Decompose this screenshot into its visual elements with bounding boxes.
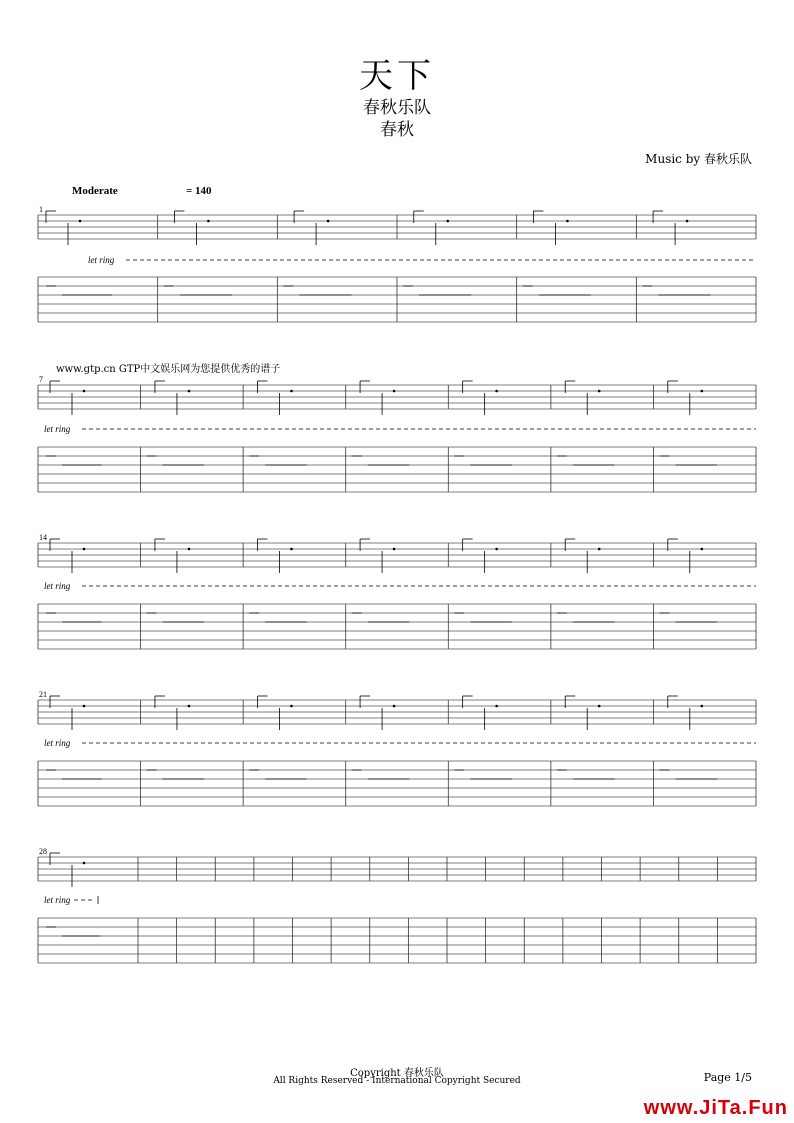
note-dot (83, 390, 86, 393)
music-credit: Music by 春秋乐队 (645, 152, 752, 166)
source-note: www.gtp.cn GTP中文娱乐网为您提供优秀的谱子 (56, 364, 281, 375)
note-dot (393, 548, 396, 551)
measure-number: 14 (39, 533, 47, 542)
note-dot (83, 705, 86, 708)
measure-number: 21 (39, 690, 47, 699)
measure-number: 1 (39, 205, 43, 214)
note-dot (495, 705, 498, 708)
note-dot (188, 705, 191, 708)
page-number: Page 1/5 (703, 1071, 752, 1084)
let-ring-label: let ring (44, 424, 71, 434)
note-dot (393, 705, 396, 708)
note-dot (83, 862, 86, 865)
copyright-line-2: All Rights Reserved - International Copyright Secured (273, 1076, 521, 1086)
song-album: 春秋 (380, 120, 414, 140)
note-dot (495, 390, 498, 393)
site-watermark: www.JiTa.Fun (643, 1097, 788, 1119)
note-dot (566, 220, 569, 223)
note-dot (188, 390, 191, 393)
song-title: 天下 (359, 56, 435, 96)
tempo-value: = 140 (186, 185, 212, 197)
let-ring-label: let ring (44, 895, 71, 905)
note-dot (446, 220, 449, 223)
note-dot (700, 548, 703, 551)
let-ring-label: let ring (88, 255, 115, 265)
measure-number: 7 (39, 375, 43, 384)
note-dot (393, 390, 396, 393)
note-dot (686, 220, 689, 223)
note-dot (327, 220, 330, 223)
note-dot (700, 705, 703, 708)
note-dot (598, 548, 601, 551)
note-dot (188, 548, 191, 551)
note-dot (290, 390, 293, 393)
tempo-label: Moderate (72, 185, 118, 197)
song-artist: 春秋乐队 (363, 98, 431, 118)
note-dot (598, 390, 601, 393)
copyright-line-1: Copyright 春秋乐队 (350, 1068, 444, 1079)
let-ring-label: let ring (44, 738, 71, 748)
note-dot (207, 220, 210, 223)
note-dot (598, 705, 601, 708)
note-dot (700, 390, 703, 393)
let-ring-label: let ring (44, 581, 71, 591)
note-dot (290, 548, 293, 551)
note-dot (79, 220, 82, 223)
measure-number: 28 (39, 847, 47, 856)
note-dot (495, 548, 498, 551)
note-dot (83, 548, 86, 551)
note-dot (290, 705, 293, 708)
